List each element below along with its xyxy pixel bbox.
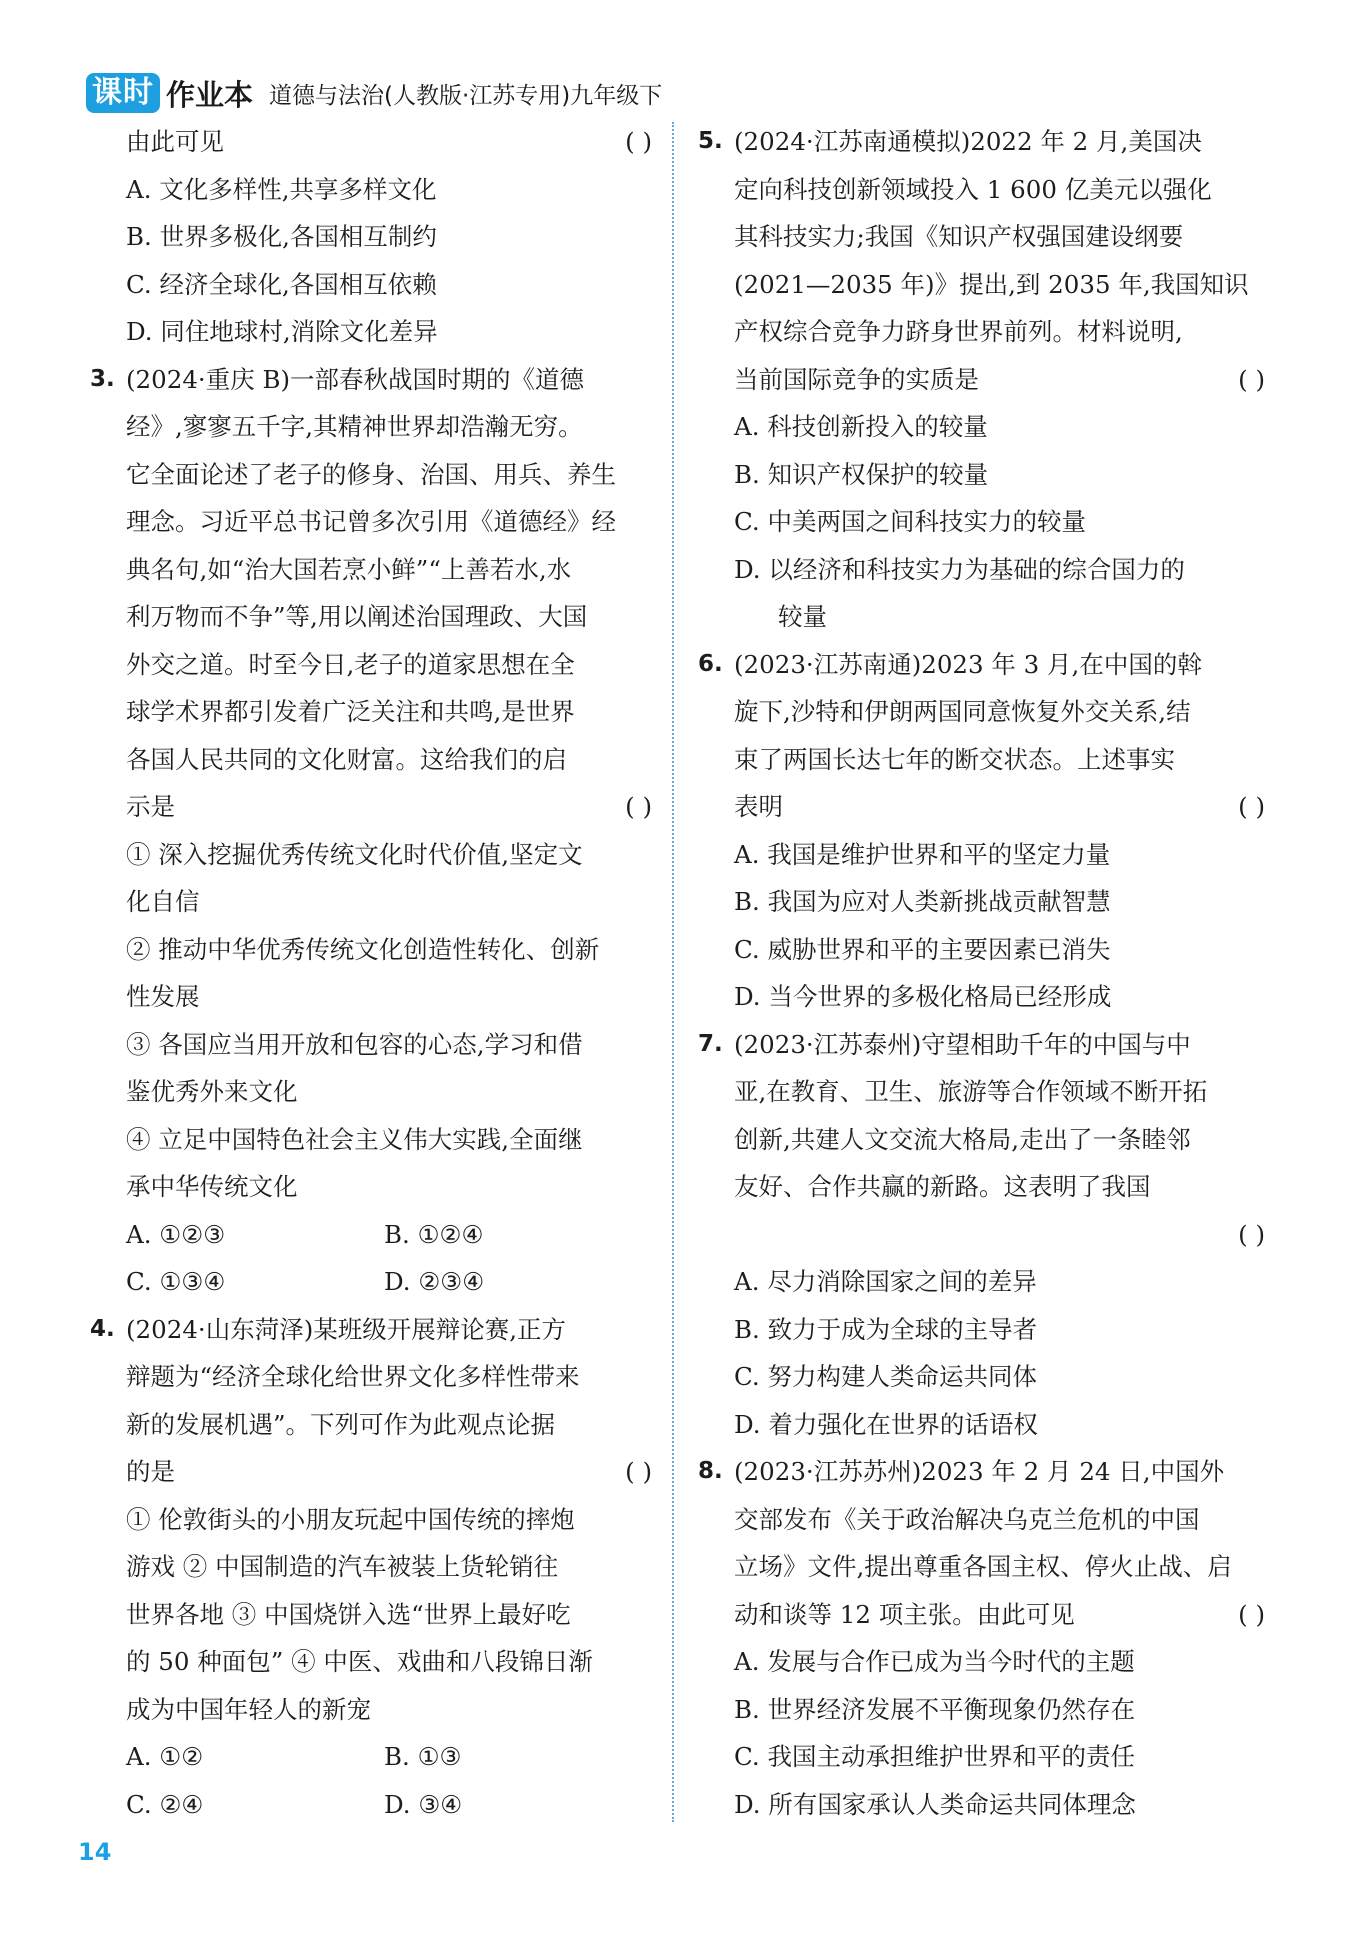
question-line: 亚,在教育、卫生、旅游等合作领域不断开拓 (734, 1077, 1208, 1106)
question-line: 经》,寥寥五千字,其精神世界却浩瀚无穷。 (126, 412, 583, 441)
question-line: 由此可见 ( ) (92, 118, 652, 166)
option-c[interactable]: C. 经济全球化,各国相互依赖 (126, 269, 437, 299)
option-a[interactable]: A. 我国是维护世界和平的坚定力量 (734, 839, 1111, 869)
question-number: 3. (90, 365, 115, 392)
book-subject: 道德与法治(人教版·江苏专用)九年级下 (269, 82, 663, 109)
statement-line: ① 深入挖掘优秀传统文化时代价值,坚定文 (126, 839, 583, 869)
question-line: 示是 ( ) (92, 783, 652, 831)
option-d[interactable]: D. 同住地球村,消除文化差异 (126, 317, 438, 346)
question-line: 3. (2024·重庆 B)一部春秋战国时期的《道德 (92, 356, 652, 404)
options-row (92, 1258, 652, 1306)
question-line: 外交之道。时至今日,老子的道家思想在全 (126, 649, 575, 679)
options-row (92, 1211, 652, 1259)
question-line: 新的发展机遇”。下列可作为此观点论据 (126, 1409, 556, 1439)
option-a[interactable]: A. 科技创新投入的较量 (734, 412, 988, 441)
page-header (86, 70, 662, 116)
options-row (92, 1781, 652, 1829)
option-d[interactable]: D. 着力强化在世界的话语权 (734, 1409, 1038, 1439)
option-b[interactable]: B. ①②④ (384, 1219, 484, 1249)
statement-line: 化自信 (126, 887, 200, 916)
option-a[interactable]: A. ①② (126, 1742, 204, 1771)
statement-line: 世界各地 ③ 中国烧饼入选“世界上最好吃 (126, 1599, 571, 1629)
options-row (92, 1733, 652, 1781)
option-d[interactable]: D. ②③④ (384, 1267, 485, 1296)
question-line: 8. (2023·江苏苏州)2023 年 2 月 24 日,中国外 (700, 1448, 1265, 1496)
statement-line: 承中华传统文化 (126, 1172, 298, 1201)
option-b[interactable]: B. 世界经济发展不平衡现象仍然存在 (734, 1694, 1136, 1724)
option-c[interactable]: C. ②④ (126, 1789, 204, 1819)
question-line: 的是 ( ) (92, 1448, 652, 1496)
option-b[interactable]: B. 世界多极化,各国相互制约 (126, 222, 437, 251)
question-line: 友好、合作共赢的新路。这表明了我国 (734, 1172, 1151, 1201)
question-line: 创新,共建人文交流大格局,走出了一条睦邻 (734, 1124, 1191, 1154)
option-b[interactable]: B. 知识产权保护的较量 (734, 459, 989, 489)
answer-bracket[interactable]: ( ) (1238, 1599, 1265, 1629)
option-b[interactable]: B. ①③ (384, 1742, 462, 1771)
column-divider (672, 122, 674, 1822)
option-d[interactable]: D. ③④ (384, 1789, 463, 1819)
question-line: 利万物而不争”等,用以阐述治国理政、大国 (126, 602, 588, 631)
question-number: 5. (698, 128, 723, 154)
option-a[interactable]: A. ①②③ (126, 1219, 226, 1249)
statement-line: 游戏 ② 中国制造的汽车被装上货轮销往 (126, 1552, 559, 1581)
right-column (700, 118, 1265, 1828)
answer-line (700, 1211, 1265, 1259)
question-line: 5. (2024·江苏南通模拟)2022 年 2 月,美国决 (700, 118, 1265, 166)
question-line: 表明 ( ) (700, 783, 1265, 831)
statement-line: 的 50 种面包” ④ 中医、戏曲和八段锦日渐 (126, 1647, 593, 1676)
answer-bracket[interactable]: ( ) (1238, 792, 1265, 821)
option-d[interactable]: D. 当今世界的多极化格局已经形成 (734, 982, 1112, 1011)
question-line: 4. (2024·山东菏泽)某班级开展辩论赛,正方 (92, 1306, 652, 1354)
question-line: 球学术界都引发着广泛关注和共鸣,是世界 (126, 697, 575, 726)
question-line: 定向科技创新领域投入 1 600 亿美元以强化 (734, 174, 1212, 204)
option-a[interactable]: A. 尽力消除国家之间的差异 (734, 1267, 1037, 1296)
option-d[interactable]: D. 所有国家承认人类命运共同体理念 (734, 1789, 1136, 1819)
question-line: 交部发布《关于政治解决乌克兰危机的中国 (734, 1504, 1200, 1534)
option-c[interactable]: C. 我国主动承担维护世界和平的责任 (734, 1742, 1135, 1771)
statement-line: ④ 立足中国特色社会主义伟大实践,全面继 (126, 1124, 583, 1154)
question-line: 它全面论述了老子的修身、治国、用兵、养生 (126, 459, 616, 489)
question-line: 7. (2023·江苏泰州)守望相助千年的中国与中 (700, 1021, 1265, 1069)
question-line: 立场》文件,提出尊重各国主权、停火止战、启 (734, 1552, 1232, 1581)
statement-line: ③ 各国应当用开放和包容的心态,学习和借 (126, 1029, 583, 1059)
question-line: 6. (2023·江苏南通)2023 年 3 月,在中国的斡 (700, 641, 1265, 689)
question-number: 4. (90, 1315, 115, 1342)
statement-line: 成为中国年轻人的新宠 (126, 1694, 371, 1724)
statement-line: 鉴优秀外来文化 (126, 1077, 298, 1106)
statement-line: 性发展 (126, 982, 200, 1011)
option-a[interactable]: A. 文化多样性,共享多样文化 (126, 174, 437, 204)
left-column (92, 118, 652, 1828)
statement-line: ② 推动中华优秀传统文化创造性转化、创新 (126, 934, 600, 964)
answer-bracket[interactable]: ( ) (1238, 1219, 1265, 1249)
statement-line: ① 伦敦街头的小朋友玩起中国传统的摔炮 (126, 1504, 575, 1534)
question-line: 旋下,沙特和伊朗两国同意恢复外交关系,结 (734, 697, 1191, 726)
question-line: 动和谈等 12 项主张。由此可见 ( ) (700, 1591, 1265, 1639)
option-c[interactable]: C. 中美两国之间科技实力的较量 (734, 507, 1086, 536)
answer-bracket[interactable]: ( ) (625, 792, 652, 821)
option-b[interactable]: B. 我国为应对人类新挑战贡献智慧 (734, 887, 1111, 916)
brand-logo: 课时 (86, 73, 160, 113)
option-d-continued: 较量 (778, 602, 827, 631)
question-line: 当前国际竞争的实质是 ( ) (700, 356, 1265, 404)
question-number: 7. (698, 1030, 723, 1057)
option-c[interactable]: C. 威胁世界和平的主要因素已消失 (734, 934, 1111, 964)
question-line: 各国人民共同的文化财富。这给我们的启 (126, 744, 567, 774)
answer-bracket[interactable]: ( ) (625, 1457, 652, 1486)
question-number: 8. (698, 1458, 723, 1484)
brand-name: 作业本 (166, 77, 254, 112)
answer-bracket[interactable]: ( ) (1238, 364, 1265, 394)
answer-bracket[interactable]: ( ) (625, 127, 652, 156)
question-number: 6. (698, 650, 723, 677)
question-line: 辩题为“经济全球化给世界文化多样性带来 (126, 1362, 580, 1391)
option-b[interactable]: B. 致力于成为全球的主导者 (734, 1314, 1038, 1344)
question-line: 束了两国长达七年的断交状态。上述事实 (734, 744, 1175, 774)
option-c[interactable]: C. ①③④ (126, 1267, 226, 1296)
question-line: 产权综合竞争力跻身世界前列。材料说明, (734, 317, 1183, 346)
option-d[interactable]: D. 以经济和科技实力为基础的综合国力的 (734, 554, 1185, 584)
page-number: 14 (78, 1838, 112, 1866)
option-a[interactable]: A. 发展与合作已成为当今时代的主题 (734, 1647, 1135, 1676)
question-line: 典名句,如“治大国若烹小鲜”“上善若水,水 (126, 554, 572, 584)
option-c[interactable]: C. 努力构建人类命运共同体 (734, 1362, 1037, 1391)
question-line: (2021—2035 年)》提出,到 2035 年,我国知识 (734, 269, 1249, 299)
question-line: 理念。习近平总书记曾多次引用《道德经》经 (126, 507, 616, 536)
question-line: 其科技实力;我国《知识产权强国建设纲要 (734, 222, 1184, 251)
